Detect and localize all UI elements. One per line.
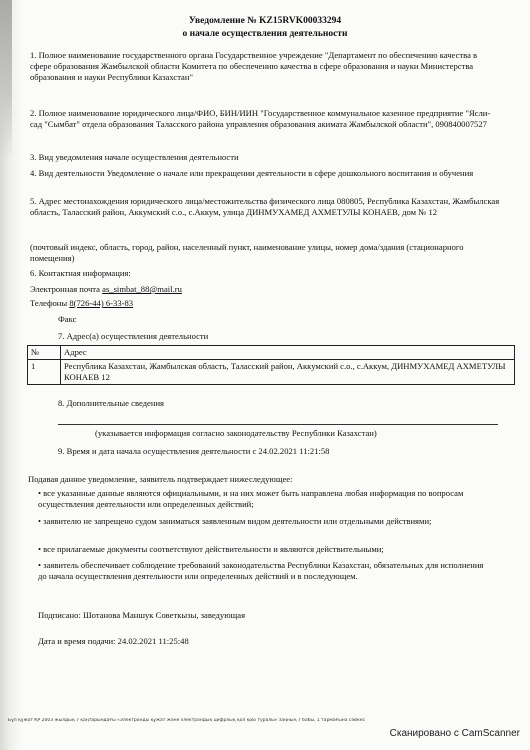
table-row — [28, 360, 515, 385]
item-5-note: (почтовый индекс, область, город, район, населенный пункт, наименование улицы, номер дома/здания (стационарного помещения) — [30, 242, 464, 264]
table-header-row — [28, 346, 515, 360]
item-2-legal-entity: 2. Полное наименование юридического лица/ФИО, БИН/ИИН "Государственное коммунальное казенное предприятие "Ясли-сад "Сымбат" отдела образования Таласского района управления образования акимата Жамбылской области", 090840007527 — [30, 108, 491, 130]
item-8-note: (указывается информация согласно законодательству Республики Казахстан) — [95, 428, 377, 438]
row-address: Республика Казахстан, Жамбылская область, Таласский район, Аккумский с.о., с.Аккум, ДИНМУХАМЕД АХМЕТУЛЫ КОНАЕВ 12 — [61, 360, 515, 385]
camscanner-watermark: Сканировано с CamScanner — [389, 728, 520, 739]
phone-row — [30, 298, 133, 309]
col-addr-header: Адрес — [61, 346, 515, 360]
confirmation-bullet-2: • заявителю не запрещено судом заниматься заявленным видом деятельности или отдельными действиями; — [38, 516, 432, 526]
confirmation-bullet-1: • все указанные данные являются официальными, и на них может быть направлена любая информация по вопросам осуществления деятельности или определенных действий; — [38, 488, 464, 510]
item-7-activity-addresses: 7. Адрес(а) осуществления деятельности — [58, 331, 209, 341]
address-table — [27, 345, 515, 385]
confirmation-intro: Подавая данное уведомление, заявитель подтверждает нижеследующее: — [28, 474, 293, 484]
confirmation-bullet-4: • заявитель обеспечивает соблюдение требований законодательства Республики Казахстан, обязательных для исполнения до начала осуществления деятельности или определенных действий и в последующем. — [38, 560, 484, 582]
item-6-contacts: 6. Контактная информация: — [30, 268, 131, 278]
item-3-notice-type: 3. Вид уведомления начале осуществления деятельности — [30, 152, 239, 162]
notice-subtitle: о начале осуществления деятельности — [182, 29, 348, 39]
email-value[interactable]: as_simbat_88@mail.ru — [102, 284, 182, 294]
phone-value: 8(726-44) 6-33-83 — [69, 298, 134, 308]
row-num: 1 — [28, 360, 61, 385]
submission-datetime: Дата и время подачи: 24.02.2021 11:25:48 — [38, 636, 189, 646]
phone-label: Телефоны — [30, 298, 68, 308]
email-row — [30, 284, 182, 295]
notice-title: Уведомление № KZ15RVK00033294 — [188, 16, 342, 26]
fax-label: Факс — [58, 314, 77, 324]
item-5-address: 5. Адрес местонахождения юридического лица/местожительства физического лица 080805, Республика Казахстан, Жамбылская область, Таласский район, Аккумский с.о., с.Аккум, улица ДИНМУХАМЕД АХМЕТУЛЫ КОНАЕВ, дом № 12 — [30, 196, 500, 218]
signed-by: Подписано: Шотанова Маншук Советкызы, заведующая — [38, 610, 246, 620]
col-num-header: № — [28, 346, 61, 360]
additional-info-line — [58, 424, 498, 425]
item-9-start-datetime: 9. Время и дата начала осуществления деятельности с 24.02.2021 11:21:58 — [58, 446, 330, 456]
legal-footer-note: Бұл құжат ҚР 2003 жылдың 7 қаңтарындағы «Электронды құжат және электрондық цифрлық қол қою туралы» заңның 7 бабы, 1 тармағына сәйкес — [8, 718, 366, 723]
item-4-activity-type: 4. Вид деятельности Уведомление о начале или прекращении деятельности в сфере дошкольного воспитания и обучения — [30, 168, 474, 178]
email-label: Электронная почта — [30, 284, 100, 294]
item-8-additional-info: 8. Дополнительные сведения — [58, 398, 164, 408]
item-1-state-body: 1. Полное наименование государственного органа Государственное учреждение "Департамент по обеспечению качества в сфере образования Жамбылской области Комитета по обеспечению качества в сфере образования и науки Министерства образования и науки Республики Казахстан" — [30, 50, 478, 83]
confirmation-bullet-3: • все прилагаемые документы соответствуют действительности и являются действительными; — [38, 544, 384, 554]
